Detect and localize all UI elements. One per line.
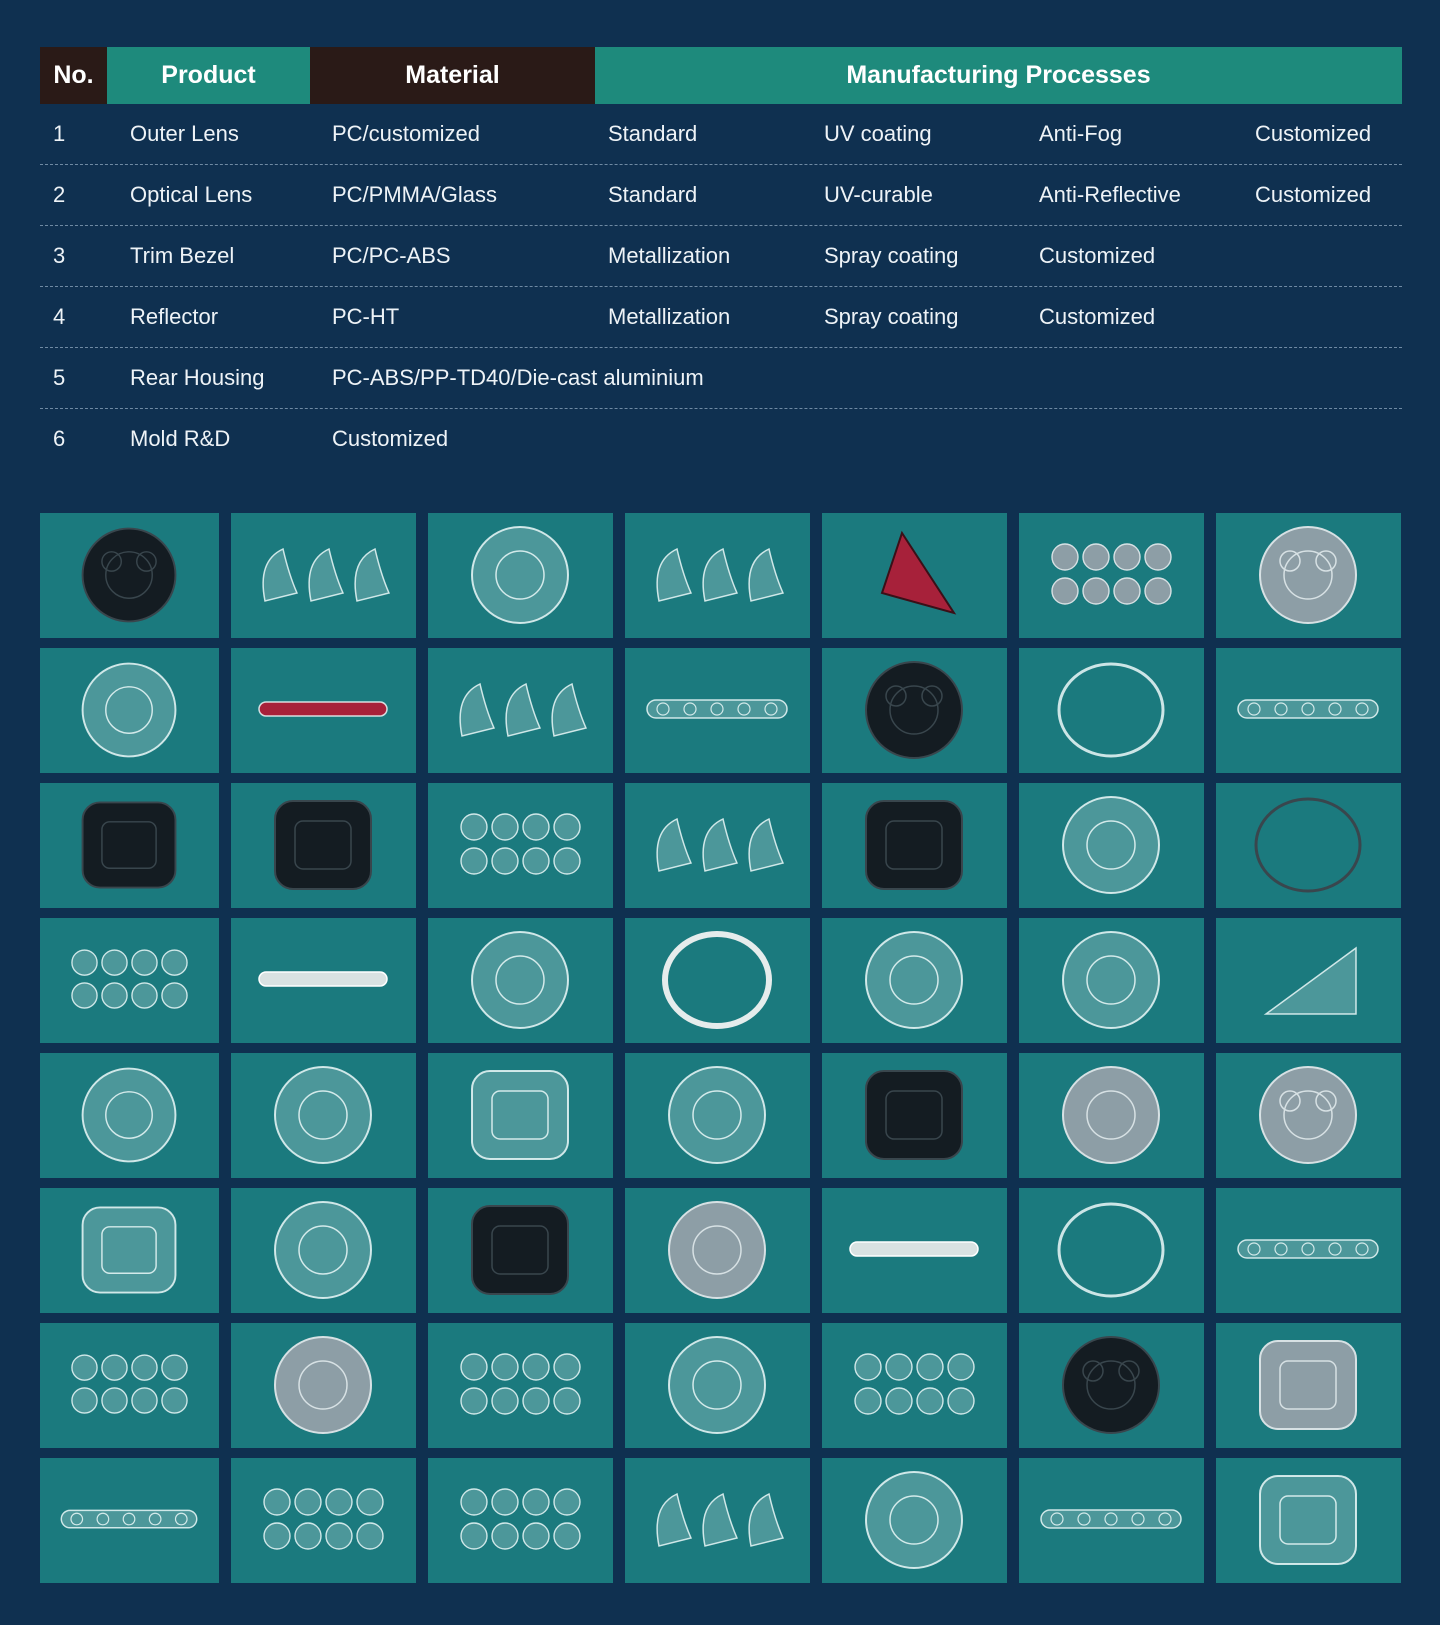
product-photo-tile xyxy=(625,1323,810,1448)
product-photo-tile xyxy=(428,783,613,908)
header-product: Product xyxy=(107,47,310,104)
row-process: Metallization xyxy=(608,304,731,329)
row-process: Spray coating xyxy=(824,304,959,329)
row-product: Trim Bezel xyxy=(130,243,235,268)
product-photo-tile xyxy=(231,513,416,638)
product-photo-tile xyxy=(625,783,810,908)
clear-lens-array-icon xyxy=(231,1458,416,1583)
row-material: PC-HT xyxy=(332,304,400,329)
row-process: Anti-Fog xyxy=(1039,121,1123,146)
gallery-row xyxy=(40,1458,1402,1583)
clear-lens-icon xyxy=(231,1188,416,1313)
clear-light-pipe-icon xyxy=(1019,1458,1204,1583)
black-ring-icon xyxy=(1216,783,1401,908)
clear-lens-strip-icon xyxy=(1216,1188,1401,1313)
product-photo-tile xyxy=(822,783,1007,908)
product-photo-tile xyxy=(231,1323,416,1448)
clear-dome-lens-icon xyxy=(40,1053,219,1178)
clear-prism-icon xyxy=(1216,918,1401,1043)
clear-lens-clips-icon xyxy=(231,513,416,638)
product-photo-tile xyxy=(231,918,416,1043)
row-number: 5 xyxy=(53,365,66,390)
chrome-heatsink-icon xyxy=(1216,1323,1401,1448)
row-material: PC/PC-ABS xyxy=(332,243,451,268)
product-photo-tile xyxy=(625,648,810,773)
row-material: PC/customized xyxy=(332,121,480,146)
row-process: Customized xyxy=(1039,243,1156,268)
chrome-reflector-icon xyxy=(625,1188,810,1313)
product-photo-tile xyxy=(40,648,219,773)
gallery-row xyxy=(40,1053,1402,1178)
row-process: Spray coating xyxy=(824,243,959,268)
table-row xyxy=(40,226,1402,287)
product-photo-tile xyxy=(822,918,1007,1043)
product-photo-tile xyxy=(625,1458,810,1583)
row-process: Customized xyxy=(1039,304,1156,329)
row-process: Metallization xyxy=(608,243,731,268)
gallery-row xyxy=(40,1323,1402,1448)
product-photo-tile xyxy=(231,783,416,908)
clear-ring-lens-icon xyxy=(1019,648,1204,773)
product-photo-gallery xyxy=(40,513,1402,1593)
product-photo-tile xyxy=(822,648,1007,773)
gallery-row xyxy=(40,918,1402,1043)
clear-oval-lens-icon xyxy=(428,918,613,1043)
black-bezel-icon xyxy=(1019,1323,1204,1448)
product-photo-tile xyxy=(1019,1458,1204,1583)
product-photo-tile xyxy=(822,1458,1007,1583)
product-photo-tile xyxy=(231,1188,416,1313)
product-photo-tile xyxy=(40,783,219,908)
product-photo-tile xyxy=(822,1188,1007,1313)
header-no: No. xyxy=(40,47,107,104)
row-process: UV coating xyxy=(824,121,932,146)
product-photo-tile xyxy=(428,513,613,638)
clear-oval-lens-icon xyxy=(822,1458,1007,1583)
gallery-row xyxy=(40,648,1402,773)
white-bar-icon xyxy=(231,918,416,1043)
product-photo-tile xyxy=(231,1458,416,1583)
clear-ring-icon xyxy=(1019,1188,1204,1313)
table-row xyxy=(40,104,1402,165)
product-photo-tile xyxy=(1216,513,1401,638)
clear-light-pipe-icon xyxy=(1216,648,1401,773)
row-process: Standard xyxy=(608,121,698,146)
row-number: 3 xyxy=(53,243,66,268)
row-material: PC/PMMA/Glass xyxy=(332,182,498,207)
product-photo-tile xyxy=(1216,918,1401,1043)
header-manufacturing-processes: Manufacturing Processes xyxy=(595,47,1402,104)
product-photo-tile xyxy=(428,1053,613,1178)
chrome-double-reflector-icon xyxy=(1019,513,1204,638)
clear-lens-array-icon xyxy=(40,918,219,1043)
black-grille-icon xyxy=(822,648,1007,773)
product-photo-tile xyxy=(428,1458,613,1583)
clear-double-lens-icon xyxy=(428,1458,613,1583)
product-photo-tile xyxy=(1019,783,1204,908)
clear-clips-icon xyxy=(625,1458,810,1583)
product-photo-tile xyxy=(1019,1053,1204,1178)
clear-brackets-icon xyxy=(428,648,613,773)
table-row xyxy=(40,287,1402,348)
chrome-reflector-icon xyxy=(231,1323,416,1448)
row-process: Anti-Reflective xyxy=(1039,182,1181,207)
gallery-row xyxy=(40,1188,1402,1313)
clear-lens-array-icon xyxy=(40,1323,219,1448)
product-photo-tile xyxy=(822,513,1007,638)
product-photo-tile xyxy=(822,1053,1007,1178)
red-reflector-icon xyxy=(822,513,1007,638)
clear-bracket-icon xyxy=(231,1053,416,1178)
clear-dome-lens-icon xyxy=(428,513,613,638)
product-photo-tile xyxy=(428,1323,613,1448)
product-photo-tile xyxy=(40,1323,219,1448)
row-number: 6 xyxy=(53,426,66,451)
clear-frame-icon xyxy=(428,1053,613,1178)
product-photo-tile xyxy=(1019,918,1204,1043)
row-material: Customized xyxy=(332,426,449,451)
product-photo-tile xyxy=(1019,1188,1204,1313)
row-product: Mold R&D xyxy=(130,426,231,451)
product-photo-tile xyxy=(1216,1188,1401,1313)
product-photo-tile xyxy=(1019,513,1204,638)
product-photo-tile xyxy=(822,1323,1007,1448)
clear-clips-icon xyxy=(625,513,810,638)
product-photo-tile xyxy=(1216,1053,1401,1178)
product-photo-tile xyxy=(1019,1323,1204,1448)
product-photo-tile xyxy=(625,1053,810,1178)
clear-dome-lens-icon xyxy=(625,1053,810,1178)
row-number: 2 xyxy=(53,182,66,207)
clear-reflector-icon xyxy=(1019,783,1204,908)
clear-housing-icon xyxy=(40,1188,219,1313)
product-photo-tile xyxy=(1216,1323,1401,1448)
clear-dome-lens-icon xyxy=(822,918,1007,1043)
black-housing-icon xyxy=(822,1053,1007,1178)
chrome-bezel-icon xyxy=(1216,513,1401,638)
row-number: 4 xyxy=(53,304,66,329)
row-material: PC-ABS/PP-TD40/Die-cast aluminium xyxy=(332,365,704,390)
product-photo-tile xyxy=(625,918,810,1043)
product-photo-tile xyxy=(1216,648,1401,773)
product-photo-tile xyxy=(231,648,416,773)
clear-lens-array-icon xyxy=(822,1323,1007,1448)
clear-lens-array-icon xyxy=(428,1323,613,1448)
clear-dome-lens-icon xyxy=(40,648,219,773)
product-photo-tile xyxy=(1019,648,1204,773)
red-bar-reflector-icon xyxy=(231,648,416,773)
row-process: UV-curable xyxy=(824,182,933,207)
product-photo-tile xyxy=(625,513,810,638)
row-number: 1 xyxy=(53,121,66,146)
product-photo-tile xyxy=(40,1053,219,1178)
clear-lens-icon xyxy=(1019,918,1204,1043)
product-photo-tile xyxy=(40,1458,219,1583)
product-photo-tile xyxy=(40,918,219,1043)
gallery-row xyxy=(40,513,1402,638)
clear-lenses-icon xyxy=(428,783,613,908)
row-process: Customized xyxy=(1255,121,1372,146)
clear-clips-icon xyxy=(625,783,810,908)
table-row xyxy=(40,165,1402,226)
chrome-reflector-icon xyxy=(1019,1053,1204,1178)
clear-housing-icon xyxy=(1216,1458,1401,1583)
white-ring-icon xyxy=(625,918,810,1043)
product-photo-tile xyxy=(40,513,219,638)
product-photo-tile xyxy=(428,648,613,773)
white-bar-icon xyxy=(822,1188,1007,1313)
black-housing-icon xyxy=(428,1188,613,1313)
product-photo-tile xyxy=(428,1188,613,1313)
clear-lens-strip-icon xyxy=(625,648,810,773)
row-product: Outer Lens xyxy=(130,121,239,146)
row-product: Reflector xyxy=(130,304,219,329)
product-photo-tile xyxy=(1216,783,1401,908)
product-photo-tile xyxy=(625,1188,810,1313)
table-row xyxy=(40,409,1402,469)
chrome-bezel-icon xyxy=(1216,1053,1401,1178)
table-row xyxy=(40,348,1402,409)
black-frame-icon xyxy=(40,783,219,908)
black-heatsink-icon xyxy=(231,783,416,908)
product-photo-tile xyxy=(428,918,613,1043)
row-product: Rear Housing xyxy=(130,365,265,390)
product-photo-tile xyxy=(1216,1458,1401,1583)
table-header xyxy=(40,47,1402,104)
black-heatsink-icon xyxy=(822,783,1007,908)
clear-light-pipe-icon xyxy=(40,1458,219,1583)
black-grille-icon xyxy=(40,513,219,638)
product-photo-tile xyxy=(40,1188,219,1313)
spec-table xyxy=(40,47,1402,469)
gallery-row xyxy=(40,783,1402,908)
product-photo-tile xyxy=(231,1053,416,1178)
row-product: Optical Lens xyxy=(130,182,253,207)
clear-dome-lens-icon xyxy=(625,1323,810,1448)
header-material: Material xyxy=(310,47,595,104)
row-process: Standard xyxy=(608,182,698,207)
row-process: Customized xyxy=(1255,182,1372,207)
